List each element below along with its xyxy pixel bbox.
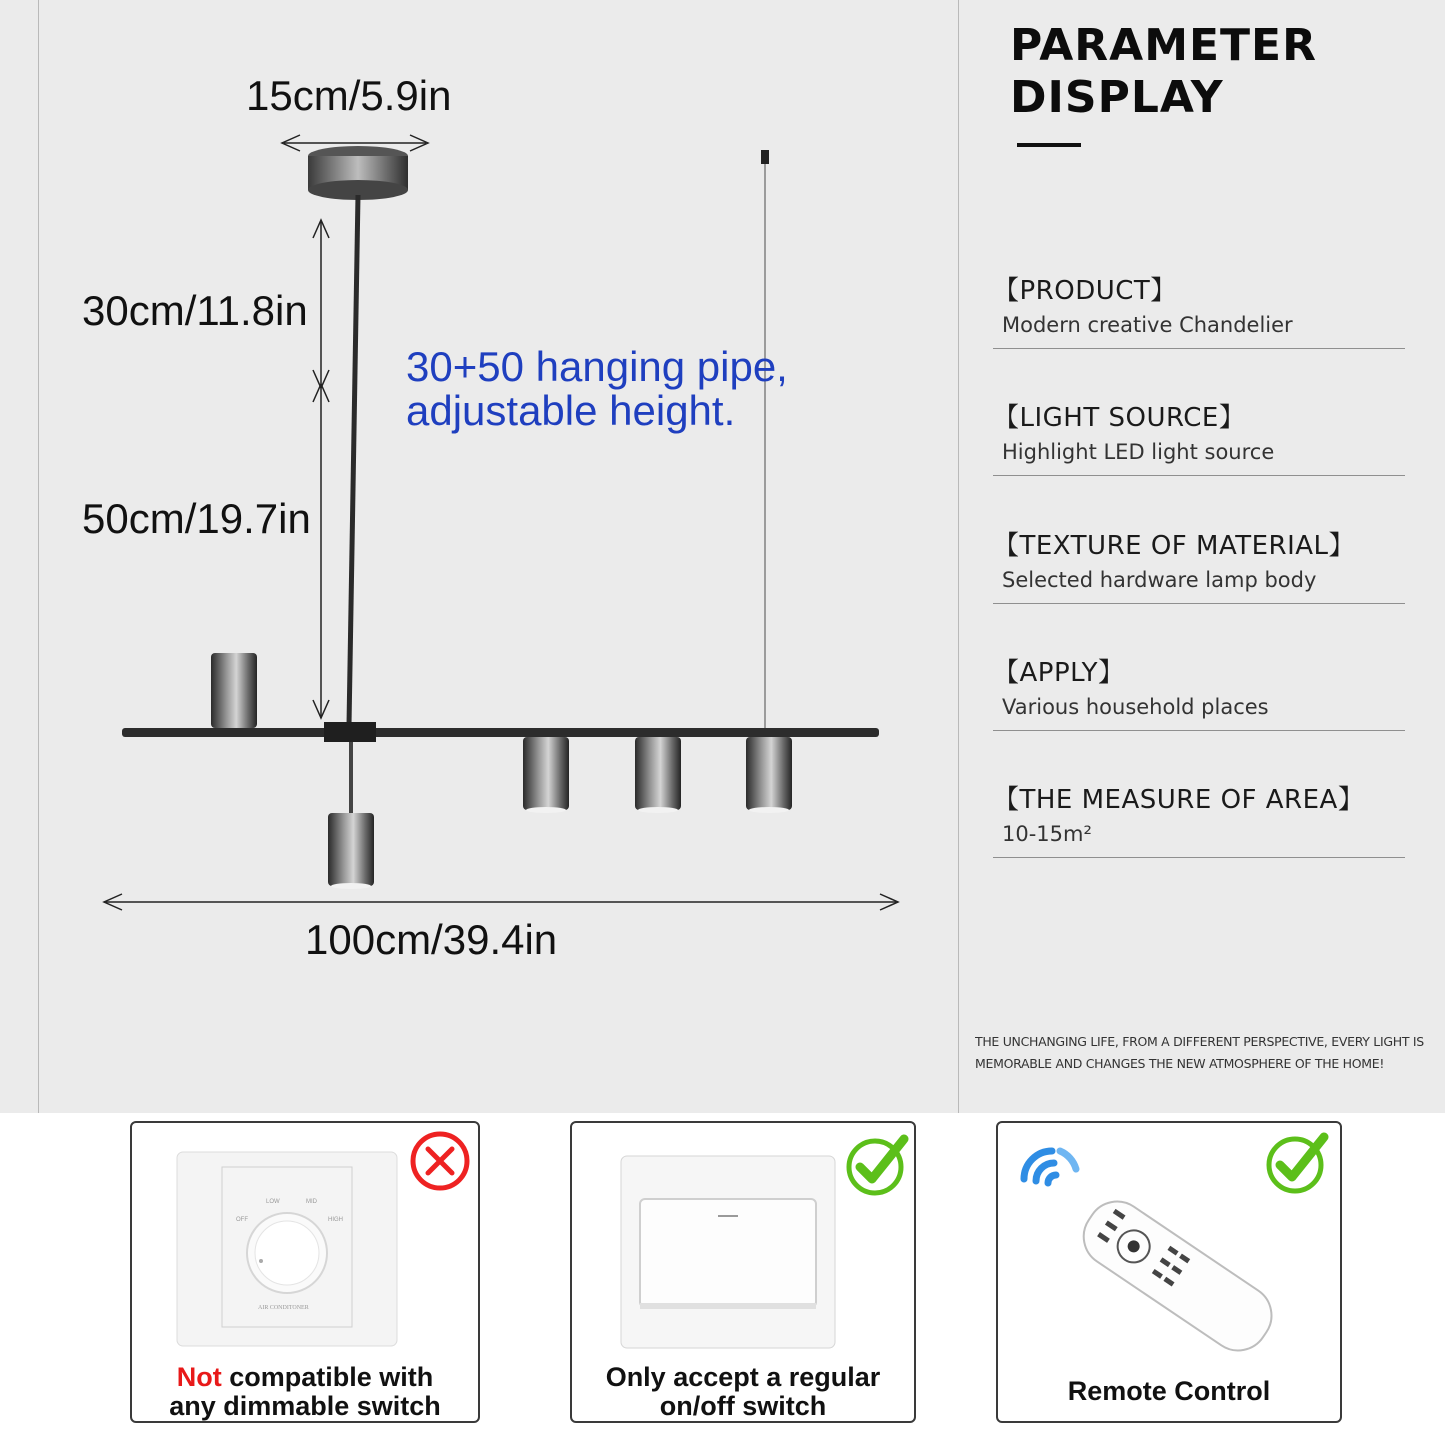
param-value: 10-15m² xyxy=(1002,822,1092,846)
param-light-source xyxy=(993,397,1405,476)
param-label: 【TEXTURE OF MATERIAL】 xyxy=(993,531,1356,561)
card-remote-control xyxy=(996,1121,1342,1423)
caption-line-1: Only accept a regular xyxy=(605,1362,881,1392)
param-value: Selected hardware lamp body xyxy=(1002,568,1317,592)
card-dimmer-switch xyxy=(130,1121,480,1423)
hanging-pipe xyxy=(349,195,358,725)
adjustable-height-note xyxy=(406,345,788,433)
caption-rest: compatible with xyxy=(221,1362,434,1392)
horizontal-bar xyxy=(122,728,879,737)
onoff-switch-image xyxy=(620,1155,838,1351)
up-lamp-head xyxy=(211,653,257,728)
canopy-width-label: 15cm/5.9in xyxy=(246,72,452,119)
wire-clamp xyxy=(761,150,769,164)
ceiling-canopy xyxy=(308,146,408,200)
caption-line-2: any dimmable switch xyxy=(169,1391,441,1421)
tagline-line-2: MEMORABLE AND CHANGES THE NEW ATMOSPHERE OF THE HOME! xyxy=(975,1056,1385,1071)
note-line-1: 30+50 hanging pipe, xyxy=(406,343,788,390)
onoff-caption xyxy=(572,1363,914,1421)
not-word: Not xyxy=(176,1362,222,1392)
dimmer-caption xyxy=(132,1363,478,1421)
remote-control-image xyxy=(1054,1181,1294,1371)
dimmer-label-off: OFF xyxy=(236,1217,248,1223)
green-check-icon xyxy=(842,1129,912,1199)
tagline-line-1: THE UNCHANGING LIFE, FROM A DIFFERENT PERSPECTIVE, EVERY LIGHT IS xyxy=(975,1034,1424,1049)
pipe-lower-length-label: 50cm/19.7in xyxy=(82,495,311,542)
caption-line-2: on/off switch xyxy=(659,1391,827,1421)
dimmer-label-air: AIR CONDITONER xyxy=(258,1305,309,1311)
param-material xyxy=(993,525,1405,604)
param-label: 【APPLY】 xyxy=(993,658,1125,688)
caption-line-1: Remote Control xyxy=(1067,1376,1271,1406)
remote-caption xyxy=(998,1377,1340,1406)
total-length-label: 100cm/39.4in xyxy=(305,916,558,963)
red-x-icon xyxy=(408,1129,472,1193)
dimmer-switch-image xyxy=(176,1151,400,1347)
param-label: 【THE MEASURE OF AREA】 xyxy=(993,785,1365,815)
card-onoff-switch xyxy=(570,1121,916,1423)
pipe-upper-length-label: 30cm/11.8in xyxy=(82,287,308,334)
panel-title-line-1: PARAMETER xyxy=(1010,20,1317,71)
down-lamp-heads xyxy=(328,737,792,889)
param-value: Highlight LED light source xyxy=(1002,440,1275,464)
param-value: Various household places xyxy=(1002,695,1269,719)
note-line-2: adjustable height. xyxy=(406,387,736,434)
dimmer-label-low: LOW xyxy=(266,1199,280,1205)
panel-title-line-2: DISPLAY xyxy=(1010,72,1224,123)
param-area xyxy=(993,779,1405,858)
title-underline xyxy=(1017,143,1081,147)
param-apply xyxy=(993,652,1405,731)
panel-title xyxy=(1010,20,1317,124)
param-label: 【LIGHT SOURCE】 xyxy=(993,403,1246,433)
tagline xyxy=(975,1031,1443,1075)
dimmer-label-mid: MID xyxy=(306,1199,317,1205)
param-value: Modern creative Chandelier xyxy=(1002,313,1293,337)
bar-connector xyxy=(324,722,376,742)
param-product xyxy=(993,270,1405,349)
dimmer-label-high: HIGH xyxy=(328,1217,343,1223)
param-label: 【PRODUCT】 xyxy=(993,276,1177,306)
